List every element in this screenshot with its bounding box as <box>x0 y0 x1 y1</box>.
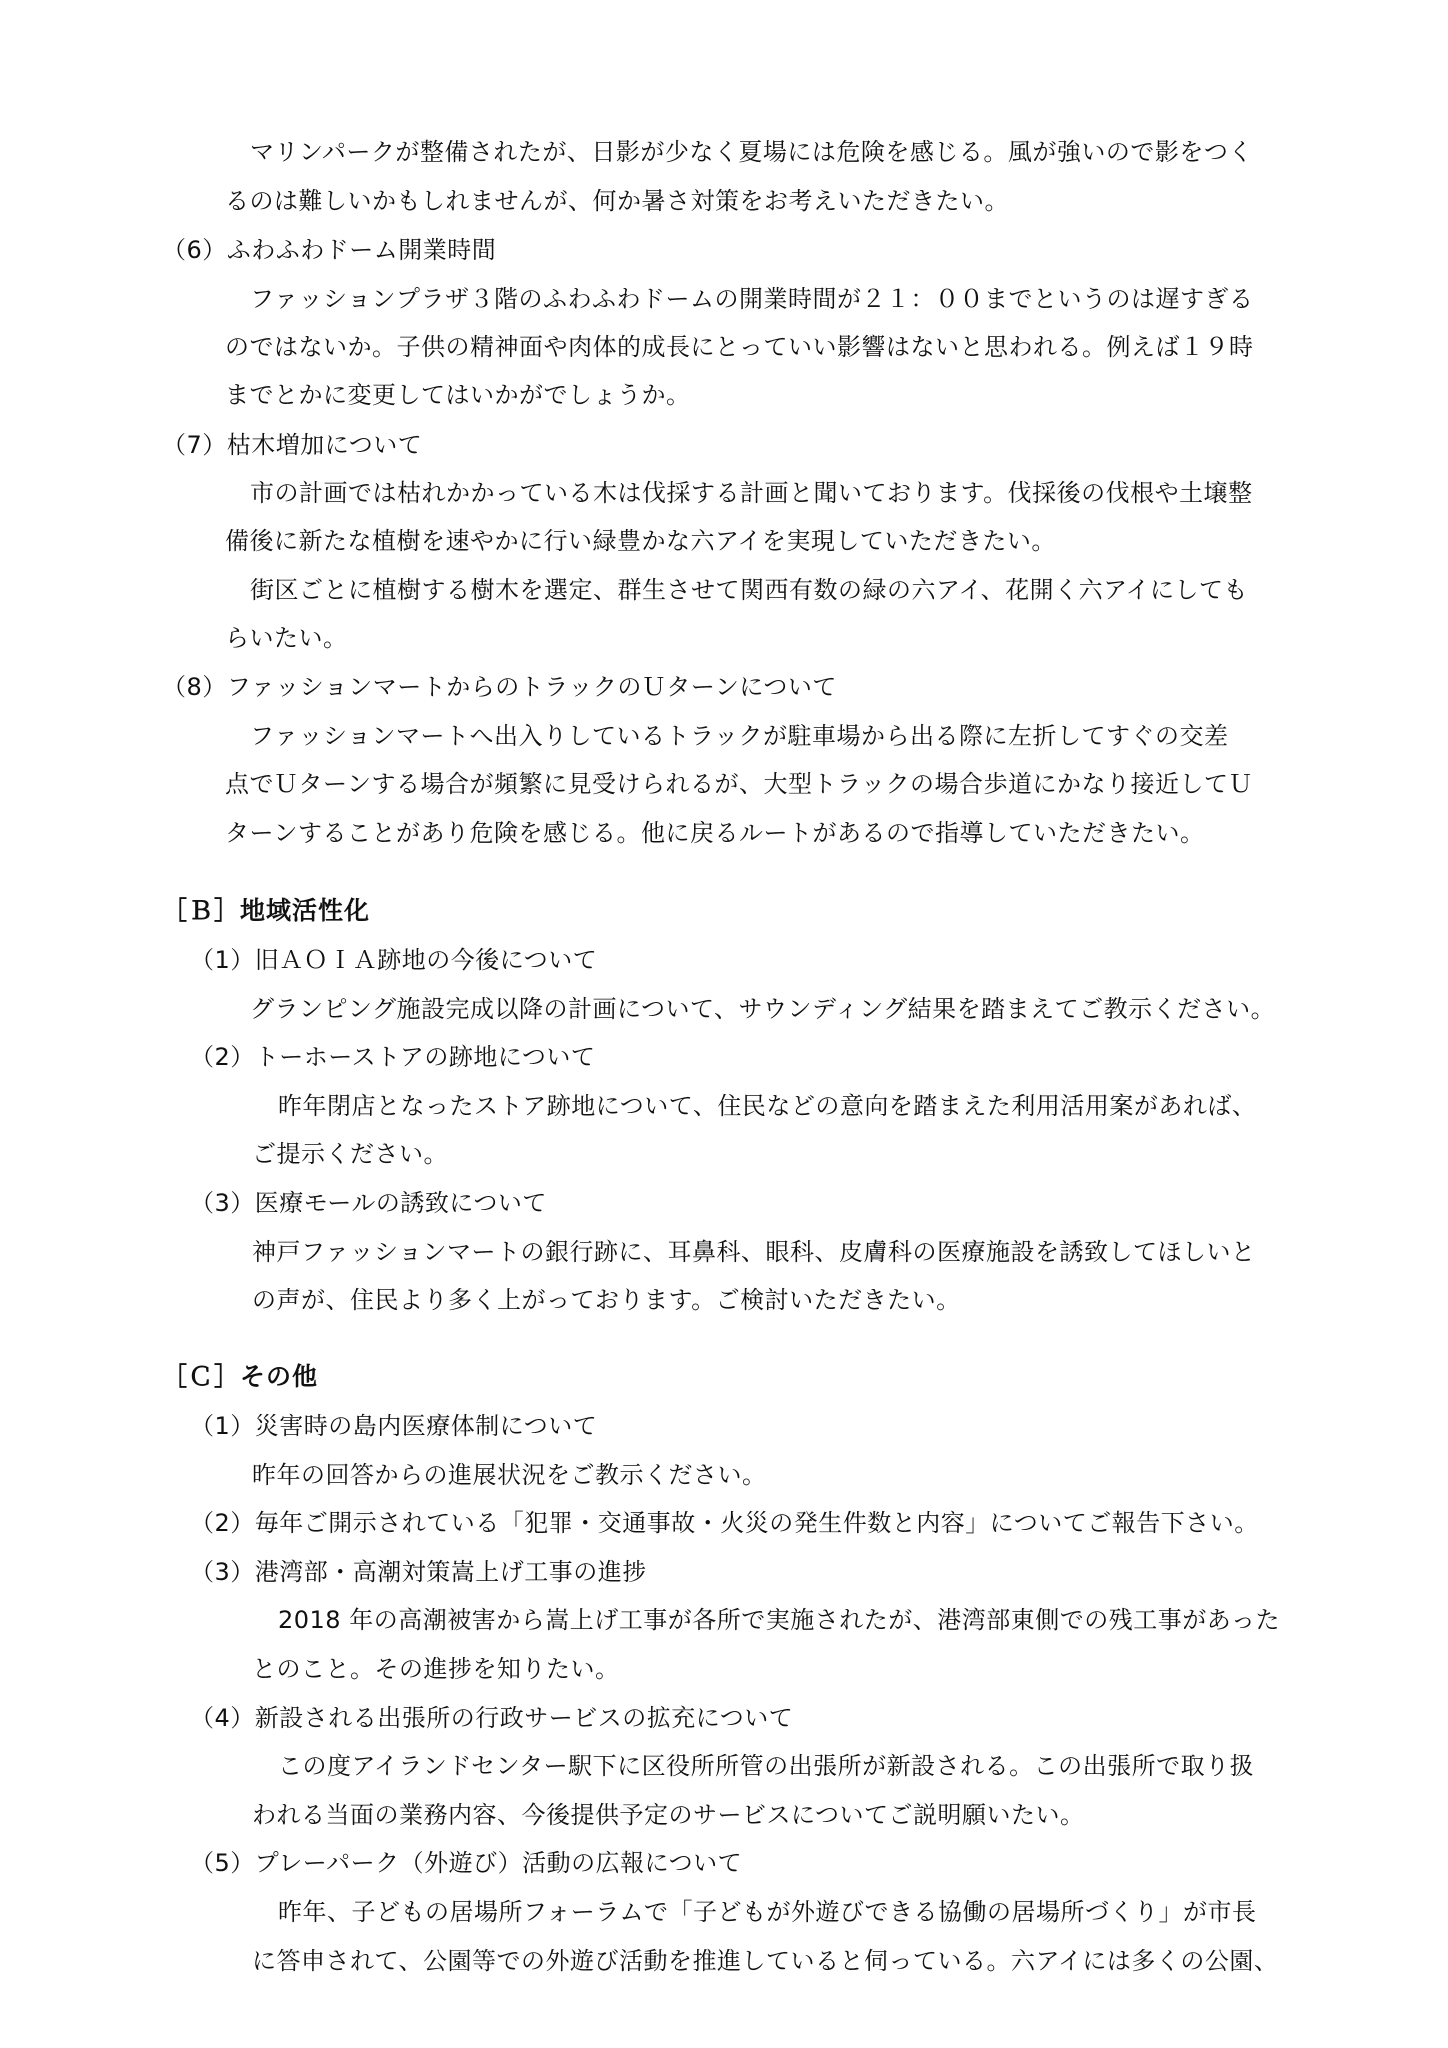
text-line: 昨年閉店となったストア跡地について、住民などの意向を踏まえた利用活用案があれば、 <box>278 1092 1257 1120</box>
item-heading: （3）医療モールの誘致について <box>190 1189 547 1217</box>
text-line: までとかに変更してはいかがでしょうか。 <box>225 381 691 409</box>
text-line: 市の計画では枯れかかっている木は伐採する計画と聞いております。伐採後の伐根や土壌整 <box>250 479 1253 507</box>
text-line: 昨年、子どもの居場所フォーラムで「子どもが外遊びできる協働の居場所づくり」が市長 <box>278 1898 1257 1926</box>
text-line: ファッションプラザ３階のふわふわドームの開業時間が２１：００までというのは遅すぎる <box>250 285 1254 313</box>
item-heading: （2）毎年ご開示されている「犯罪・交通事故・火災の発生件数と内容」についてご報告下さい。 <box>190 1509 1259 1537</box>
text-line: マリンパークが整備されたが、日影が少なく夏場には危険を感じる。風が強いので影をつく <box>250 138 1253 166</box>
item-heading: （1）災害時の島内医療体制について <box>190 1412 598 1440</box>
item-heading: （5）プレーパーク（外遊び）活動の広報について <box>190 1849 743 1877</box>
text-line: 昨年の回答からの進展状況をご教示ください。 <box>252 1461 767 1489</box>
text-line: の声が、住民より多く上がっております。ご検討いただきたい。 <box>252 1286 961 1314</box>
text-line: われる当面の業務内容、今後提供予定のサービスについてご説明願いたい。 <box>252 1801 1085 1829</box>
text-line: この度アイランドセンター駅下に区役所所管の出張所が新設される。この出張所で取り扱 <box>278 1752 1255 1780</box>
text-line: 街区ごとに植樹する樹木を選定、群生させて関西有数の緑の六アイ、花開く六アイにしても <box>250 576 1249 604</box>
text-line: とのこと。その進捗を知りたい。 <box>252 1655 620 1683</box>
text-line: に答申されて、公園等での外遊び活動を推進していると伺っている。六アイには多くの公園、 <box>252 1947 1279 1975</box>
text-line: ご提示ください。 <box>252 1140 448 1168</box>
text-line: ファッションマートへ出入りしているトラックが駐車場から出る際に左折してすぐの交差 <box>250 722 1229 750</box>
text-line: 備後に新たな植樹を速やかに行い緑豊かな六アイを実現していただきたい。 <box>225 527 1056 555</box>
text-line: グランピング施設完成以降の計画について、サウンディング結果を踏まえてご教示ください。 <box>250 995 1276 1023</box>
text-line: 点でＵターンする場合が頻繁に見受けられるが、大型トラックの場合歩道にかなり接近してＵ <box>225 770 1254 798</box>
text-line: 2018 年の高潮被害から嵩上げ工事が各所で実施されたが、港湾部東側での残工事があった <box>278 1606 1280 1634</box>
item-heading: （2）トーホーストアの跡地について <box>190 1043 596 1071</box>
text-line: らいたい。 <box>225 624 348 652</box>
section-heading-c: ［Ｃ］その他 <box>162 1362 319 1391</box>
item-heading: （8）ファッションマートからのトラックのＵターンについて <box>162 673 837 701</box>
text-line: のではないか。子供の精神面や肉体的成長にとっていい影響はないと思われる。例えば１９時 <box>225 333 1254 361</box>
item-heading: （3）港湾部・高潮対策嵩上げ工事の進捗 <box>190 1558 647 1586</box>
section-heading-b: ［Ｂ］地域活性化 <box>162 896 371 925</box>
text-line: るのは難しいかもしれませんが、何か暑さ対策をお考えいただきたい。 <box>225 187 1009 215</box>
item-heading: （4）新設される出張所の行政サービスの拡充について <box>190 1704 794 1732</box>
text-line: 神戸ファッションマートの銀行跡に、耳鼻科、眼科、皮膚科の医療施設を誘致してほしいと <box>252 1238 1256 1266</box>
text-line: ターンすることがあり危険を感じる。他に戻るルートがあるので指導していただきたい。 <box>225 819 1205 847</box>
item-heading: （1）旧ＡＯＩＡ跡地の今後について <box>190 946 598 974</box>
item-heading: （6）ふわふわドーム開業時間 <box>162 236 497 264</box>
item-heading: （7）枯木増加について <box>162 431 423 459</box>
